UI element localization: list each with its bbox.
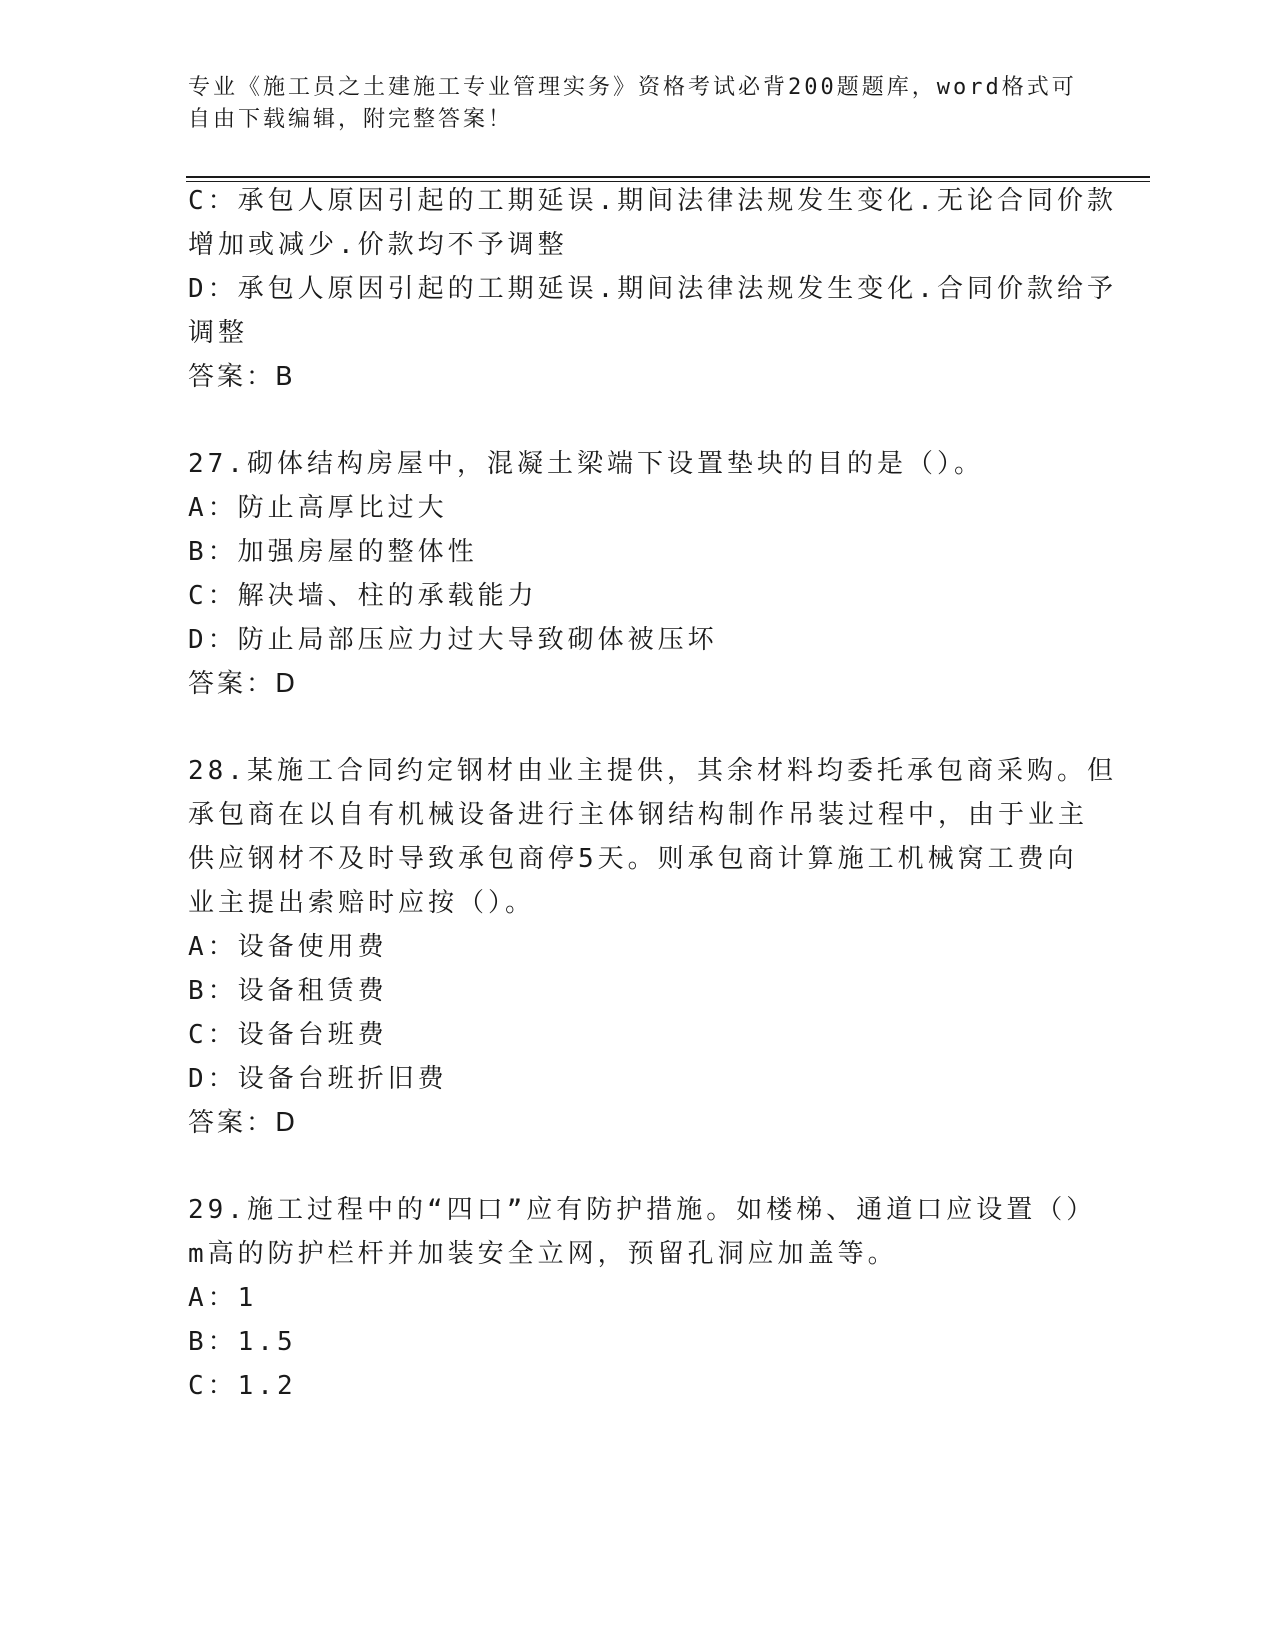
q26-answer: 答案：B [188, 362, 296, 392]
q28-option-c: C：设备台班费 [188, 1020, 388, 1050]
q26-option-c-line-1: C：承包人原因引起的工期延误.期间法律法规发生变化.无论合同价款 [188, 186, 1117, 216]
document-header [188, 72, 1077, 136]
q29-question-line-2: m高的防护栏杆并加装安全立网，预留孔洞应加盖等。 [188, 1239, 898, 1269]
q28-option-a: A：设备使用费 [188, 932, 388, 962]
q27-answer: 答案：D [188, 669, 299, 699]
q28-question-line-4: 业主提出索赔时应按（）。 [188, 888, 536, 918]
q27-option-d: D：防止局部压应力过大导致砌体被压坏 [188, 625, 718, 655]
q28-question-line-2: 承包商在以自有机械设备进行主体钢结构制作吊装过程中，由于业主 [188, 800, 1089, 830]
q28-option-b: B：设备租赁费 [188, 976, 388, 1006]
q29-question-line-1: 29.施工过程中的“四口”应有防护措施。如楼梯、通道口应设置（） [188, 1195, 1097, 1225]
header-title-line-2: 自由下载编辑，附完整答案！ [188, 107, 514, 132]
q28-question-line-1: 28.某施工合同约定钢材由业主提供，其余材料均委托承包商采购。但 [188, 756, 1117, 786]
q27-option-b: B：加强房屋的整体性 [188, 537, 478, 567]
q26-option-d-line-1: D：承包人原因引起的工期延误.期间法律法规发生变化.合同价款给予 [188, 274, 1117, 304]
q28-question-line-3: 供应钢材不及时导致承包商停5天。则承包商计算施工机械窝工费向 [188, 844, 1078, 874]
q29-option-a: A：1 [188, 1283, 258, 1313]
q26-option-d-line-2: 调整 [188, 318, 249, 348]
q29-option-b: B：1.5 [188, 1327, 297, 1357]
q27-option-a: A：防止高厚比过大 [188, 493, 448, 523]
q28-answer: 答案：D [188, 1108, 299, 1138]
q29-option-c: C：1.2 [188, 1371, 297, 1401]
q27-question: 27.砌体结构房屋中，混凝土梁端下设置垫块的目的是（）。 [188, 449, 984, 479]
header-title-line-1: 专业《施工员之土建施工专业管理实务》资格考试必背200题题库，word格式可 [188, 75, 1077, 100]
q27-option-c: C：解决墙、柱的承载能力 [188, 581, 538, 611]
q26-option-c-line-2: 增加或减少.价款均不予调整 [188, 230, 568, 260]
q28-option-d: D：设备台班折旧费 [188, 1064, 448, 1094]
